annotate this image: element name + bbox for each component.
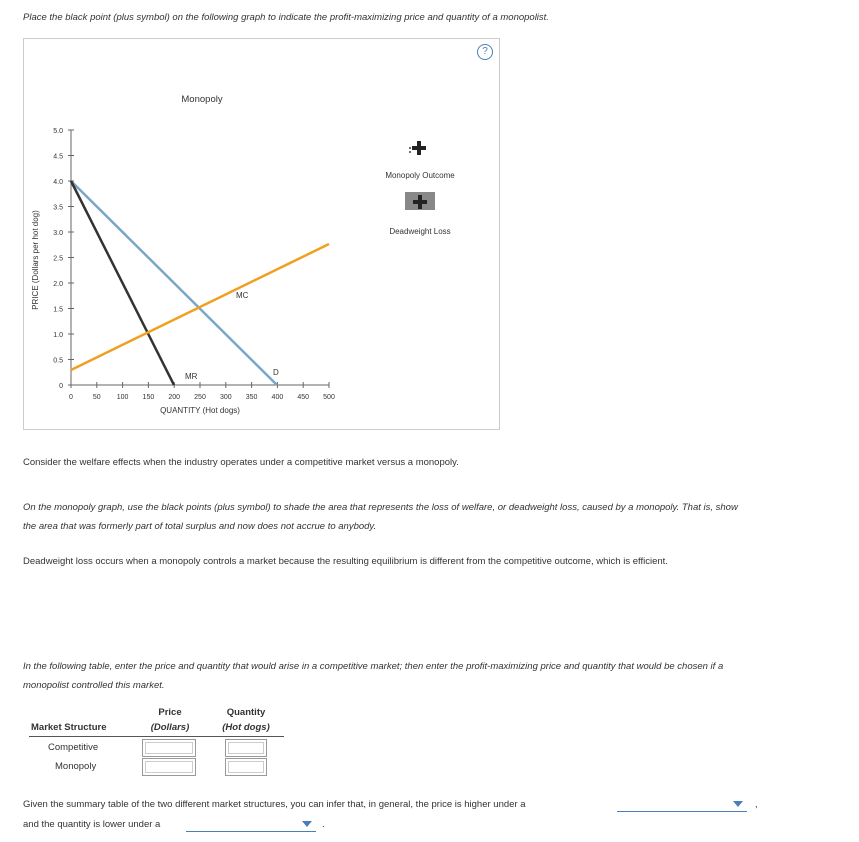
- x-tick-label: 300: [219, 394, 232, 401]
- col-header-quantity-unit: (Hot dogs): [222, 722, 270, 733]
- x-tick-label: 350: [245, 394, 258, 401]
- mr-curve: [71, 181, 174, 385]
- paragraph-table-instruction: In the following table, enter the price and quantity that would arise in a competitive market; then enter the profit-maximizing price and quantity that would be chosen if a monopolist controlled this market.: [23, 661, 724, 691]
- x-axis-label: QUANTITY (Hot dogs): [160, 406, 240, 415]
- help-icon[interactable]: ?: [477, 44, 493, 60]
- x-tick-label: 0: [69, 394, 73, 401]
- legend-monopoly-outcome: Monopoly Outcome: [385, 171, 455, 180]
- x-tick-label: 400: [271, 394, 284, 401]
- competitive-price-input[interactable]: [142, 739, 196, 757]
- deadweight-loss-tool[interactable]: [405, 192, 435, 210]
- mr-label: MR: [185, 372, 198, 381]
- x-tick-label: 50: [92, 394, 101, 401]
- summary-period: .: [322, 819, 325, 830]
- summary-text-2: and the quantity is lower under a: [23, 819, 161, 830]
- y-tick-label: 2.5: [53, 255, 63, 263]
- table-header-divider: [29, 736, 284, 737]
- y-tick-label: 0: [59, 383, 63, 390]
- x-tick-label: 200: [168, 394, 181, 401]
- x-tick-label: 100: [116, 394, 129, 401]
- chevron-down-icon[interactable]: [733, 801, 743, 807]
- row-label-competitive: Competitive: [48, 742, 99, 753]
- monopoly-quantity-input[interactable]: [225, 758, 267, 776]
- chevron-down-icon[interactable]: [302, 821, 312, 827]
- x-tick-label: 150: [142, 394, 155, 401]
- col-header-quantity: Quantity: [226, 707, 266, 718]
- mc-label: MC: [236, 291, 249, 300]
- x-tick-label: 250: [194, 394, 206, 401]
- y-tick-label: 2.0: [53, 281, 63, 288]
- y-tick-label: 4.0: [53, 179, 63, 186]
- higher-price-dropdown[interactable]: [617, 797, 747, 812]
- y-tick-label: 1.0: [53, 332, 63, 339]
- paragraph-shade-instruction: On the monopoly graph, use the black points (plus symbol) to shade the area that represents the loss of welfare, or deadweight loss, caused by a monopoly. That is, show the area that was formerly part of total surplus and now does not accrue to anybody.: [23, 502, 738, 532]
- tool-dot-icon: [409, 151, 411, 153]
- lower-quantity-dropdown[interactable]: [186, 817, 316, 832]
- tool-dot-icon: [409, 147, 411, 149]
- graph-title: Monopoly: [181, 94, 223, 105]
- paragraph-welfare: Consider the welfare effects when the industry operates under a competitive market versus a monopoly.: [23, 457, 459, 468]
- y-tick-label: 3.5: [53, 204, 63, 212]
- paragraph-deadweight-loss: Deadweight loss occurs when a monopoly controls a market because the resulting equilibrium is different from the competitive outcome, which is efficient.: [23, 556, 668, 567]
- y-axis-label: PRICE (Dollars per hot dog): [31, 210, 40, 310]
- y-tick-label: 0.5: [53, 357, 63, 365]
- y-tick-label: 3.0: [53, 230, 63, 237]
- mc-curve: [71, 244, 329, 370]
- row-label-monopoly: Monopoly: [55, 761, 97, 772]
- monopoly-price-input[interactable]: [142, 758, 196, 776]
- monopoly-outcome-tool[interactable]: [409, 141, 426, 155]
- instruction-text: Place the black point (plus symbol) on the following graph to indicate the profit-maximizing price and quantity of a monopolist.: [23, 12, 549, 23]
- x-tick-label: 450: [297, 394, 310, 401]
- plus-icon[interactable]: [412, 141, 426, 155]
- legend-deadweight-loss: Deadweight Loss: [389, 227, 451, 236]
- x-tick-label: 500: [323, 394, 335, 401]
- y-tick-label: 5.0: [53, 128, 63, 135]
- col-header-price-unit: (Dollars): [150, 722, 190, 733]
- competitive-quantity-input[interactable]: [225, 739, 267, 757]
- col-header-market-structure: Market Structure: [31, 722, 107, 733]
- y-tick-label: 1.5: [53, 306, 63, 314]
- summary-comma: ,: [755, 799, 758, 810]
- d-label: D: [273, 368, 279, 377]
- summary-text-1: Given the summary table of the two different market structures, you can infer that, in general, the price is higher under a: [23, 799, 526, 810]
- y-tick-label: 4.5: [53, 153, 63, 161]
- col-header-price: Price: [158, 707, 182, 718]
